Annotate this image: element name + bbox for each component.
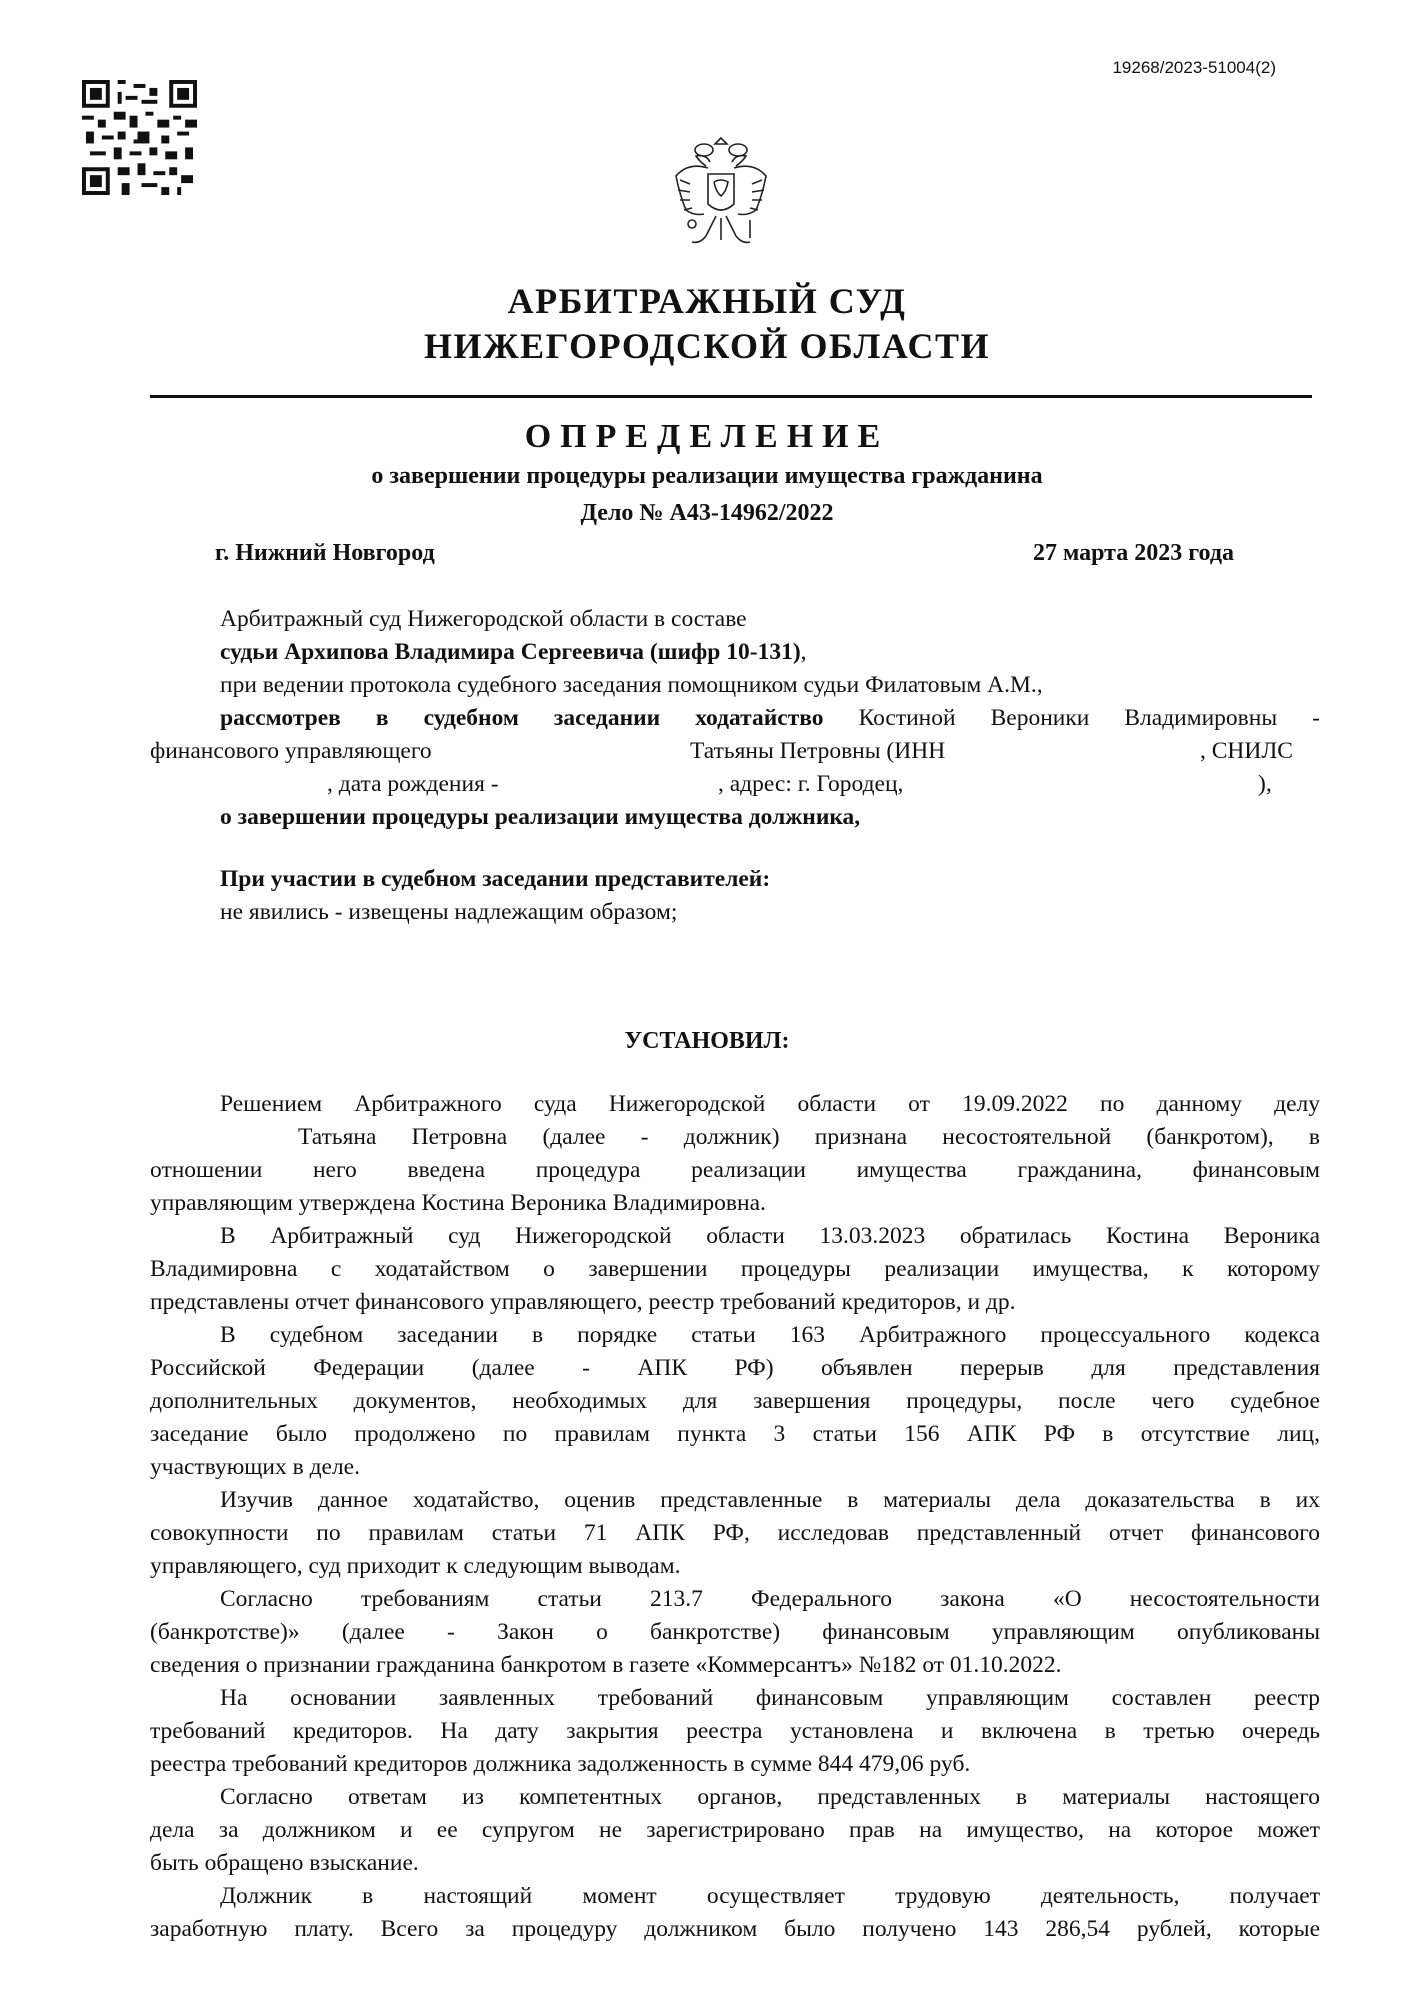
paragraph-line: заседание было продолжено по правилам пункта 3 статьи 156 АПК РФ в отсутствие лиц,	[150, 1421, 1320, 1447]
paragraph-line: Решением Арбитражного суда Нижегородской области от 19.09.2022 по данному делу	[220, 1091, 1320, 1117]
paragraph-line: отношении него введена процедура реализации имущества гражданина, финансовым	[150, 1157, 1320, 1183]
participants-status: не явились - извещены надлежащим образом;	[220, 899, 678, 925]
document-subtitle: о завершении процедуры реализации имущества гражданина	[371, 463, 1043, 489]
paragraph-line: быть обращено взыскание.	[150, 1850, 419, 1876]
court-name-line-2: НИЖЕГОРОДСКОЙ ОБЛАСТИ	[423, 326, 991, 366]
document-date: 27 марта 2023 года	[1032, 540, 1234, 566]
intro-line: Арбитражный суд Нижегородской области в составе	[220, 606, 747, 632]
intro-line: финансового управляющего	[150, 738, 432, 764]
paragraph-line: Согласно требованиям статьи 213.7 Федерального закона «О несостоятельности	[220, 1586, 1320, 1612]
paragraph-line: дополнительных документов, необходимых для завершения процедуры, после чего судебное	[150, 1388, 1320, 1414]
petition-applicant: Костиной Вероники Владимировны -	[823, 705, 1320, 731]
header-divider	[150, 395, 1312, 398]
intro-judge-line	[220, 641, 807, 665]
document-title: ОПРЕДЕЛЕНИЕ	[524, 418, 890, 455]
paragraph-line: Изучив данное ходатайство, оценив представленные в материалы дела доказательства в их	[220, 1487, 1320, 1513]
paragraph-line: (банкротстве)» (далее - Закон о банкротстве) финансовым управляющим опубликованы	[150, 1619, 1320, 1645]
qr-code	[82, 80, 197, 195]
paragraph-line: управляющего, суд приходит к следующим выводам.	[150, 1553, 681, 1579]
paragraph-line: В судебном заседании в порядке статьи 163 Арбитражного процессуального кодекса	[220, 1322, 1320, 1348]
intro-petition-line	[220, 707, 1320, 731]
paragraph-line: представлены отчет финансового управляющего, реестр требований кредиторов, и др.	[150, 1289, 1016, 1315]
russian-coat-of-arms	[666, 128, 776, 256]
paragraph-line: совокупности по правилам статьи 71 АПК РФ, исследовав представленный отчет финансового	[150, 1520, 1320, 1546]
paragraph-line: В Арбитражный суд Нижегородской области 13.03.2023 обратилась Костина Вероника	[220, 1223, 1320, 1249]
paragraph-line: участвующих в деле.	[150, 1454, 360, 1480]
intro-line: ),	[1258, 771, 1272, 797]
paragraph-line: Российской Федерации (далее - АПК РФ) объявлен перерыв для представления	[150, 1355, 1320, 1381]
paragraph-line: заработную плату. Всего за процедуру должником было получено 143 286,54 рублей, которые	[150, 1916, 1320, 1942]
paragraph-line: дела за должником и ее супругом не зарегистрировано прав на имущество, на которое может	[150, 1817, 1320, 1843]
intro-line: , адрес: г. Городец,	[718, 771, 904, 797]
paragraph-line: реестра требований кредиторов должника задолженность в сумме 844 479,06 руб.	[150, 1751, 971, 1777]
paragraph-line: Должник в настоящий момент осуществляет трудовую деятельность, получает	[220, 1883, 1320, 1909]
intro-line: при ведении протокола судебного заседания помощником судьи Филатовым А.М.,	[220, 672, 1043, 698]
section-heading: УСТАНОВИЛ:	[624, 1028, 790, 1054]
intro-line: , дата рождения -	[327, 771, 499, 797]
document-number: 19268/2023-51004(2)	[1112, 58, 1276, 77]
city: г. Нижний Новгород	[215, 540, 435, 566]
paragraph-line: управляющим утверждена Костина Вероника Владимировна.	[150, 1190, 766, 1216]
intro-subject: о завершении процедуры реализации имущества должника,	[220, 804, 861, 830]
judge-name: судьи Архипова Владимира Сергеевича (шифр 10-131)	[220, 639, 801, 665]
case-number: Дело № А43-14962/2022	[580, 500, 834, 526]
paragraph-line: сведения о признании гражданина банкротом в газете «Коммерсантъ» №182 от 01.10.2022.	[150, 1652, 1062, 1678]
paragraph-line: Владимировна с ходатайством о завершении процедуры реализации имущества, к которому	[150, 1256, 1320, 1282]
intro-judge-comma: ,	[800, 639, 807, 665]
paragraph-line: Татьяна Петровна (далее - должник) признана несостоятельной (банкротом), в	[298, 1124, 1320, 1150]
petition-heading: рассмотрев в судебном заседании ходатайство	[220, 705, 824, 731]
intro-line: Татьяны Петровны (ИНН	[690, 738, 946, 764]
paragraph-line: Согласно ответам из компетентных органов, представленных в материалы настоящего	[220, 1784, 1320, 1810]
court-name-line-1: АРБИТРАЖНЫЙ СУД	[507, 281, 907, 321]
paragraph-line: требований кредиторов. На дату закрытия реестра установлена и включена в третью очередь	[150, 1718, 1320, 1744]
paragraph-line: На основании заявленных требований финансовым управляющим составлен реестр	[220, 1685, 1320, 1711]
participants-heading: При участии в судебном заседании представителей:	[220, 866, 771, 892]
intro-line: , СНИЛС	[1200, 738, 1293, 764]
